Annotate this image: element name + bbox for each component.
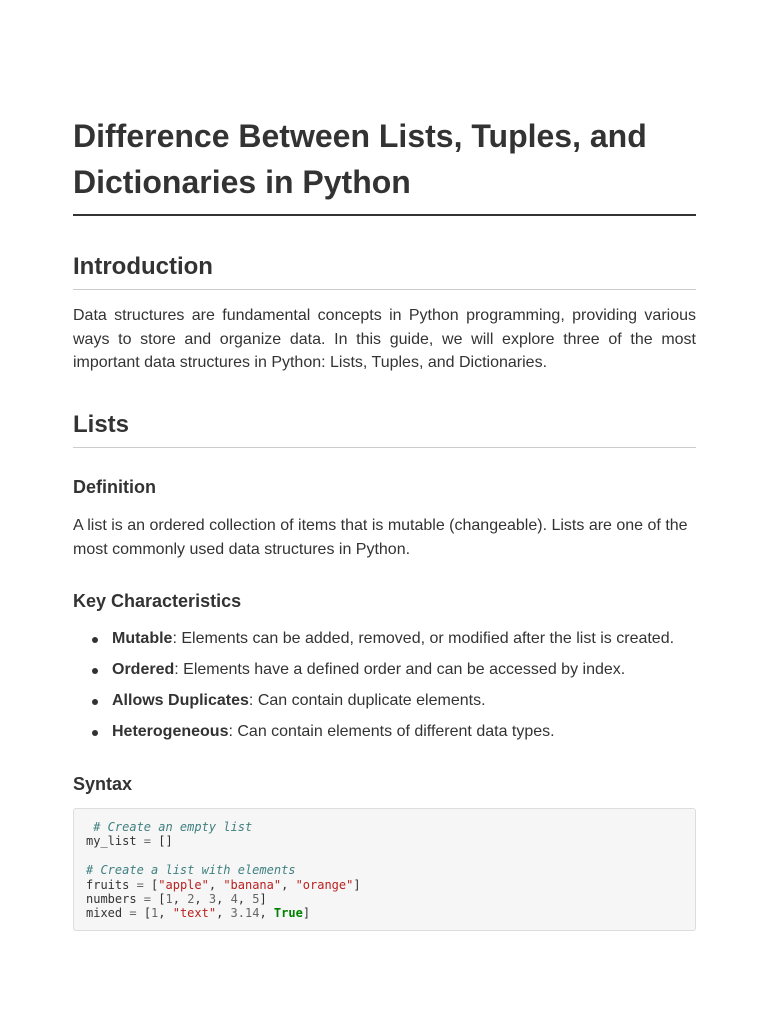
characteristic-desc: : Elements have a defined order and can be accessed by index. (174, 661, 626, 678)
page-title: Difference Between Lists, Tuples, and Dictionaries in Python (73, 118, 647, 200)
code-string: "text" (172, 906, 217, 921)
bullet-icon (92, 730, 98, 736)
code-string: "apple" (158, 877, 209, 892)
definition-heading: Definition (73, 477, 156, 497)
introduction-heading: Introduction (73, 253, 213, 280)
bullet-icon (92, 637, 98, 643)
characteristic-desc: : Can contain elements of different data types. (228, 723, 555, 740)
characteristic-desc: : Can contain duplicate elements. (248, 692, 486, 709)
characteristic-term: Mutable (112, 630, 173, 647)
introduction-paragraph: Data structures are fundamental concepts in Python programming, providing various ways to store and organize data. In this guide, we will explore three of the most important data structures in Python: Lists, Tuples, and Dictionaries. (73, 307, 696, 371)
list-item (73, 720, 696, 744)
code-number: 5 (252, 892, 260, 907)
characteristic-term: Allows Duplicates (112, 692, 249, 709)
introduction-divider (73, 289, 696, 290)
characteristic-desc: : Elements can be added, removed, or modified after the list is created. (172, 630, 675, 647)
title-divider (73, 214, 696, 216)
bullet-icon (92, 699, 98, 705)
code-string: "banana" (223, 877, 282, 892)
list-item (73, 627, 696, 651)
code-variable: mixed (86, 906, 123, 921)
code-number: 3.14 (230, 906, 260, 921)
characteristic-term: Ordered (112, 661, 175, 678)
code-keyword: True (273, 906, 303, 921)
characteristics-list (73, 627, 696, 751)
list-item (73, 689, 696, 713)
code-number: 2 (187, 892, 195, 907)
code-string: "orange" (295, 877, 354, 892)
code-number: 4 (230, 892, 238, 907)
code-variable: numbers (86, 892, 137, 907)
lists-divider (73, 447, 696, 448)
code-variable: fruits (86, 877, 130, 892)
code-content: # Create an empty list my_list = [] # Create a list with elements fruits = ["apple", "banana", "orange"] numbers = [1, 2, 3, 4, 5] mixed = [1, "text", 3.14, True] (86, 820, 361, 921)
code-operator: = (136, 834, 159, 849)
list-item (73, 658, 696, 682)
syntax-heading: Syntax (73, 774, 133, 794)
code-variable: my_list (86, 834, 137, 849)
key-characteristics-heading: Key Characteristics (73, 591, 242, 611)
code-comment: # Create an empty list (86, 820, 253, 834)
code-number: 3 (208, 892, 217, 907)
bullet-icon (92, 668, 98, 674)
code-comment: # Create a list with elements (86, 863, 296, 878)
code-number: 1 (151, 906, 159, 921)
characteristic-term: Heterogeneous (112, 723, 229, 740)
code-value: [] (158, 834, 173, 849)
code-block (73, 808, 696, 931)
lists-heading: Lists (73, 411, 130, 438)
code-number: 1 (165, 892, 173, 907)
definition-paragraph: A list is an ordered collection of items that is mutable (changeable). Lists are one of the most commonly used data structures in Python. (73, 517, 688, 558)
